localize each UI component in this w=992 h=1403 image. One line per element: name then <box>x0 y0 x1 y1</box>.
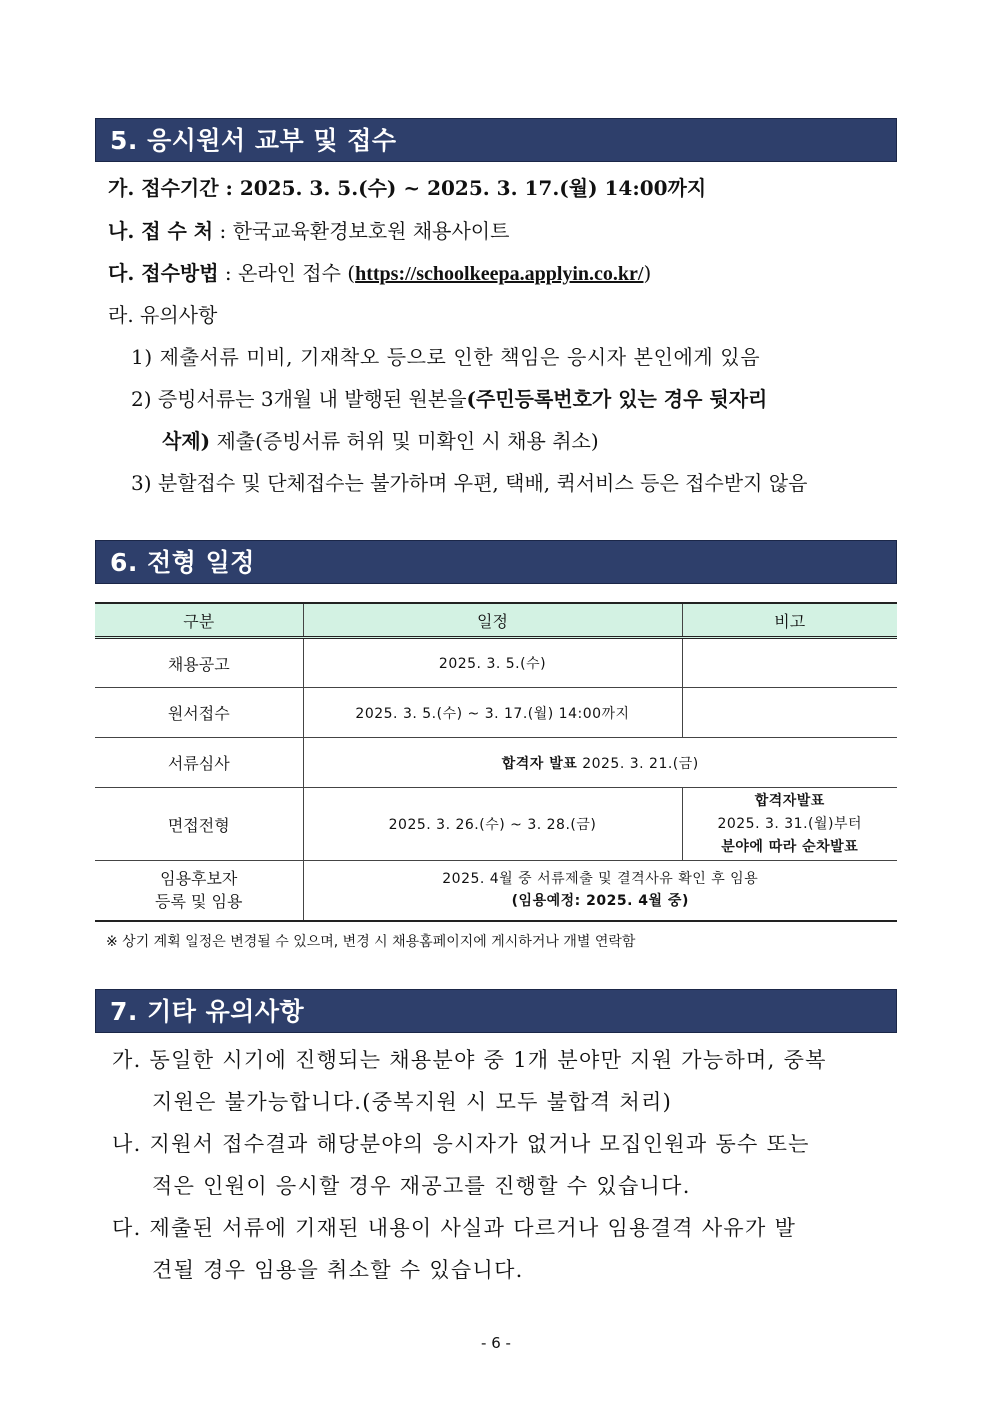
row-category: 채용공고 <box>95 638 303 688</box>
row-category: 원서접수 <box>95 688 303 738</box>
table-header-row <box>95 603 897 638</box>
row-date: 2025. 3. 5.(수) ~ 3. 17.(월) 14:00까지 <box>303 688 682 738</box>
header-schedule: 일정 <box>303 603 682 638</box>
etc-item-ga-line-2: 지원은 불가능합니다.(중복지원 시 모두 불합격 처리) <box>152 1090 673 1114</box>
row-note <box>682 788 897 861</box>
row-date-bold: 합격자 발표 <box>501 755 578 772</box>
caution-item-2-cont-text: 제출(증빙서류 허위 및 미확인 시 채용 취소) <box>210 429 599 453</box>
row-note-line-2: 2025. 3. 31.(월)부터 <box>717 815 863 832</box>
receipt-method-line <box>108 259 651 288</box>
row-date: 2025. 3. 5.(수) <box>303 638 682 688</box>
caution-item-2-cont <box>162 427 599 455</box>
etc-item-ga-line-1: 가. 동일한 시기에 진행되는 채용분야 중 1개 분야만 지원 가능하며, 중복 <box>112 1048 827 1072</box>
caution-item-2 <box>131 385 767 413</box>
receipt-period-label: 가. 접수기간 <box>108 176 219 200</box>
table-row <box>95 788 897 861</box>
table-row <box>95 738 897 788</box>
receipt-place-label: 나. 접 수 처 <box>108 219 214 243</box>
caution-label: 라. 유의사항 <box>108 303 218 327</box>
row-category-line-2: 등록 및 임용 <box>155 892 243 912</box>
row-date-value: 2025. 3. 21.(금) <box>577 755 699 772</box>
row-date-line-2: (임용예정: 2025. 4월 중) <box>511 893 689 910</box>
receipt-method-post: ) <box>643 261 652 285</box>
receipt-method-label: 다. 접수방법 <box>108 261 219 285</box>
apply-site-link[interactable]: https://schoolkeepa.applyin.co.kr/ <box>355 263 644 285</box>
row-category: 면접전형 <box>95 788 303 861</box>
row-date-line-1: 2025. 4월 중 서류제출 및 결격사유 확인 후 임용 <box>442 871 759 888</box>
etc-item-na-line-1: 나. 지원서 접수결과 해당분야의 응시자가 없거나 모집인원과 동수 또는 <box>112 1132 810 1156</box>
etc-item-na-line-2: 적은 인원이 응시할 경우 재공고를 진행할 수 있습니다. <box>152 1174 691 1198</box>
row-note-line-1: 합격자발표 <box>754 792 825 809</box>
caution-item-3: 3) 분할접수 및 단체접수는 불가하며 우편, 택배, 퀵서비스 등은 접수받지 않음 <box>131 471 808 495</box>
table-row <box>95 688 897 738</box>
etc-item-da-line-1: 다. 제출된 서류에 기재된 내용이 사실과 다르거나 임용결격 사유가 발 <box>112 1216 797 1240</box>
section-6-header: 6. 전형 일정 <box>95 540 897 584</box>
schedule-table <box>95 602 897 922</box>
table-row <box>95 638 897 688</box>
receipt-place-value: : 한국교육환경보호원 채용사이트 <box>213 219 510 243</box>
row-category: 서류심사 <box>95 738 303 788</box>
row-date: 2025. 3. 26.(수) ~ 3. 28.(금) <box>303 788 682 861</box>
receipt-method-pre: : 온라인 접수 ( <box>218 261 356 285</box>
table-row <box>95 861 897 921</box>
header-category: 구분 <box>95 603 303 638</box>
caution-item-2-bold: (주민등록번호가 있는 경우 뒷자리 <box>466 387 768 411</box>
row-note-line-3: 분야에 따라 순차발표 <box>721 838 859 855</box>
caution-item-2-text: 2) 증빙서류는 3개월 내 발행된 원본을 <box>131 387 467 411</box>
row-category <box>95 861 303 921</box>
row-date <box>303 738 897 788</box>
section-7-header: 7. 기타 유의사항 <box>95 989 897 1033</box>
row-category-line-1: 임용후보자 <box>160 869 238 889</box>
section-5-header: 5. 응시원서 교부 및 접수 <box>95 118 897 162</box>
row-date <box>303 861 897 921</box>
etc-item-da-line-2: 견될 경우 임용을 취소할 수 있습니다. <box>152 1258 524 1282</box>
receipt-place-line <box>108 217 509 245</box>
row-note <box>682 638 897 688</box>
receipt-period-value: : 2025. 3. 5.(수) ~ 2025. 3. 17.(월) 14:00까지 <box>218 176 707 200</box>
receipt-period-line <box>108 174 706 202</box>
page-number: - 6 - <box>481 1334 511 1352</box>
header-remarks: 비고 <box>682 603 897 638</box>
schedule-footnote: ※ 상기 계획 일정은 변경될 수 있으며, 변경 시 채용홈페이지에 게시하거나 개별 연락함 <box>106 934 636 950</box>
caution-item-2-cont-bold: 삭제) <box>162 429 211 453</box>
caution-item-1: 1) 제출서류 미비, 기재착오 등으로 인한 책임은 응시자 본인에게 있음 <box>131 345 761 369</box>
row-note <box>682 688 897 738</box>
